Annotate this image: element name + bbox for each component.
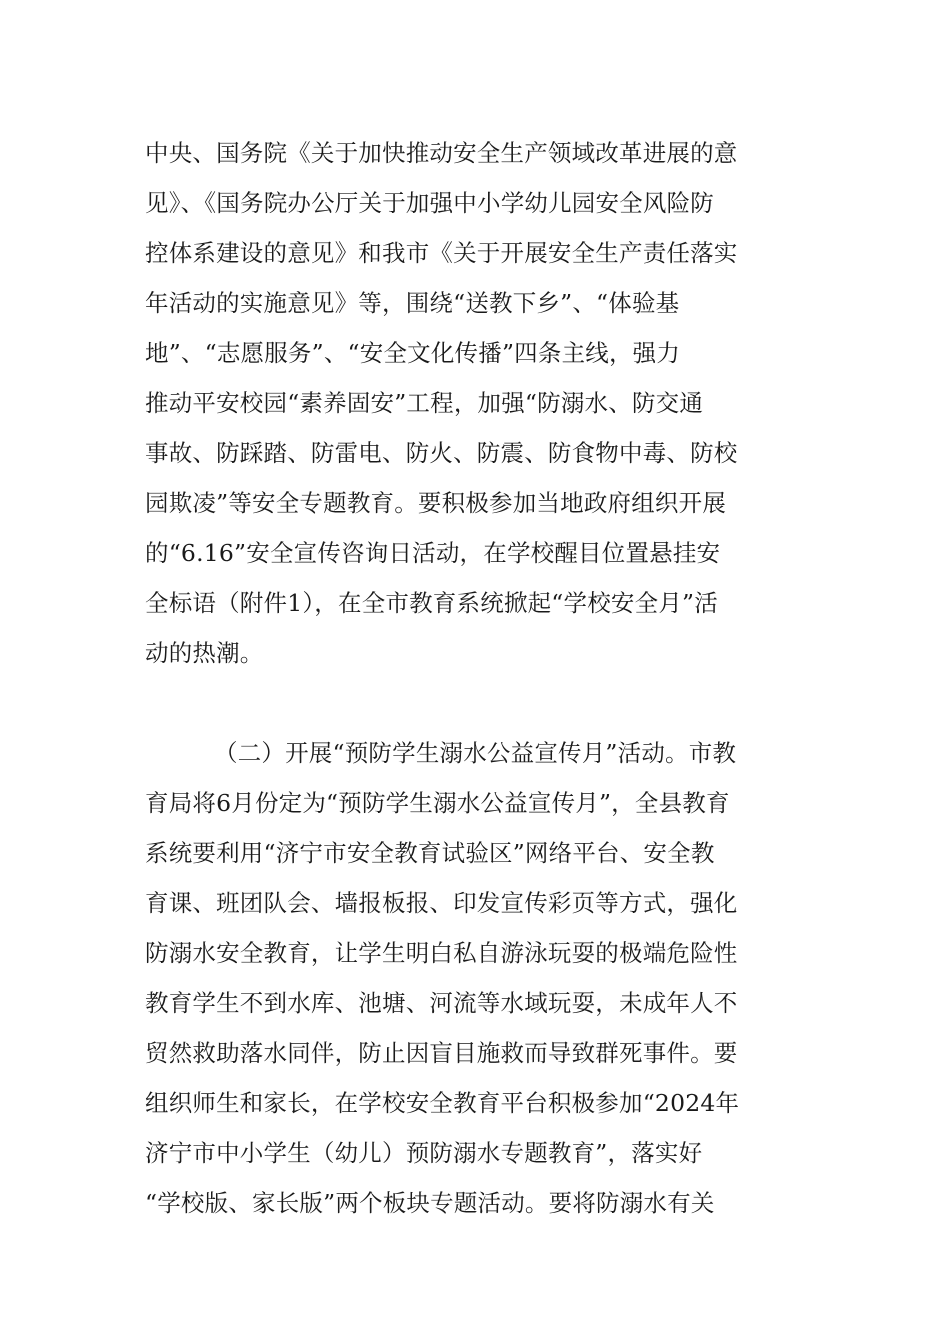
text-line: 控体系建设的意见》和我市《关于开展安全生产责任落实 bbox=[145, 239, 738, 267]
text-line: 济宁市中小学生（幼儿）预防溺水专题教育”，落实好 bbox=[145, 1139, 703, 1167]
text-line: 全标语（附件1），在全市教育系统掀起“学校安全月”活 bbox=[145, 589, 718, 617]
text-line: 系统要利用“济宁市安全教育试验区”网络平台、安全教 bbox=[145, 839, 715, 867]
text-line: 地”、“志愿服务”、“安全文化传播”四条主线，强力 bbox=[145, 339, 681, 367]
text-line: 推动平安校园“素养固安”工程，加强“防溺水、防交通 bbox=[145, 389, 704, 417]
text-line: 组织师生和家长，在学校安全教育平台积极参加“2024年 bbox=[145, 1089, 740, 1117]
text-line: 育局将6月份定为“预防学生溺水公益宣传月”，全县教育 bbox=[145, 789, 730, 817]
text-line: “学校版、家长版”两个板块专题活动。要将防溺水有关 bbox=[145, 1189, 715, 1217]
text-line: 中央、国务院《关于加快推动安全生产领域改革进展的意 bbox=[145, 139, 738, 167]
text-line: 贸然救助落水同伴，防止因盲目施救而导致群死事件。要 bbox=[145, 1039, 738, 1067]
text-line: 园欺凌”等安全专题教育。要积极参加当地政府组织开展 bbox=[145, 489, 727, 517]
text-line: 年活动的实施意见》等，围绕“送教下乡”、“体验基 bbox=[145, 289, 680, 317]
text-line: 见》、《国务院办公厅关于加强中小学幼儿园安全风险防 bbox=[145, 189, 714, 217]
text-line: 的“6.16”安全宣传咨询日活动，在学校醒目位置悬挂安 bbox=[145, 539, 721, 567]
text-line: 动的热潮。 bbox=[145, 639, 264, 667]
text-line: 教育学生不到水库、池塘、河流等水域玩耍，未成年人不 bbox=[145, 989, 738, 1017]
text-line: 防溺水安全教育，让学生明白私自游泳玩耍的极端危险性 bbox=[145, 939, 738, 967]
text-line: 育课、班团队会、墙报板报、印发宣传彩页等方式，强化 bbox=[145, 889, 738, 917]
text-line: （二）开展“预防学生溺水公益宣传月”活动。市教 bbox=[214, 739, 737, 767]
text-line: 事故、防踩踏、防雷电、防火、防震、防食物中毒、防校 bbox=[145, 439, 738, 467]
